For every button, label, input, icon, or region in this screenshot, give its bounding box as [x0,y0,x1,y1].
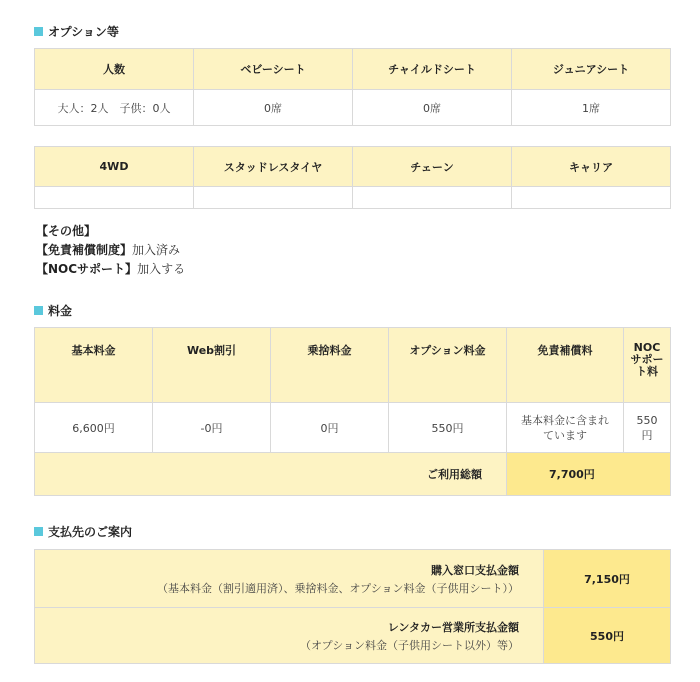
options-title-text: オプション等 [48,24,119,39]
payment-counter-detail: （基本料金（割引適用済）、乗捨料金、オプション料金（子供用シート）） [156,581,519,595]
header-baby-seat: ベビーシート [194,49,353,90]
options-table-1 [34,48,671,126]
value-insurance-fee: 基本料金に含まれています [507,403,624,453]
value-dropoff-fee: 0円 [271,403,389,453]
payment-section-title [34,523,132,539]
value-chain [353,187,512,209]
header-option-fee: オプション料金 [389,328,507,403]
noc-value: 加入する [137,262,186,276]
header-junior-seat: ジュニアシート [512,49,671,90]
insurance-value: 加入済み [132,243,181,257]
other-info [36,222,185,279]
header-4wd: 4WD [35,147,194,187]
header-people: 人数 [35,49,194,90]
value-carrier [512,187,671,209]
header-chain: チェーン [353,147,512,187]
value-web-discount: -0円 [153,403,271,453]
header-carrier: キャリア [512,147,671,187]
options-table-2 [34,146,671,209]
payment-office-amount: 550円 [544,608,671,664]
header-dropoff-fee: 乗捨料金 [271,328,389,403]
total-label: ご利用総額 [35,453,507,496]
payment-office-title: レンタカー営業所支払金額 [387,620,519,634]
payment-office-detail: （オプション料金（子供用シート以外）等） [299,638,519,652]
noc-label: 【NOCサポート】 [36,262,138,276]
price-title-text: 料金 [48,303,73,318]
price-section-title [34,302,72,318]
payment-counter-label [35,550,544,608]
payment-office-label [35,608,544,664]
value-people: 大人：2人 子供：0人 [35,90,194,126]
value-child-seat: 0席 [353,90,512,126]
insurance-label: 【免責補償制度】 [36,243,133,257]
value-studless-tire [194,187,353,209]
value-base-fee: 6,600円 [35,403,153,453]
other-item-insurance [36,241,185,260]
section-marker-icon [34,27,43,36]
other-item-noc [36,260,185,279]
total-value: 7,700円 [507,453,671,496]
payment-row [35,550,671,608]
value-4wd [35,187,194,209]
header-noc-support-fee: NOCサポート料 [624,328,671,403]
payment-table [34,549,671,664]
options-section-title [34,23,119,39]
price-table [34,327,671,496]
value-baby-seat: 0席 [194,90,353,126]
header-web-discount: Web割引 [153,328,271,403]
header-studless-tire: スタッドレスタイヤ [194,147,353,187]
payment-title-text: 支払先のご案内 [48,524,133,539]
header-insurance-fee: 免責補償料 [507,328,624,403]
payment-counter-title: 購入窓口支払金額 [431,563,519,577]
value-option-fee: 550円 [389,403,507,453]
payment-row [35,608,671,664]
payment-counter-amount: 7,150円 [544,550,671,608]
value-noc-support-fee: 550円 [624,403,671,453]
other-heading: 【その他】 [36,224,97,238]
section-marker-icon [34,306,43,315]
value-junior-seat: 1席 [512,90,671,126]
section-marker-icon [34,527,43,536]
header-base-fee: 基本料金 [35,328,153,403]
header-child-seat: チャイルドシート [353,49,512,90]
